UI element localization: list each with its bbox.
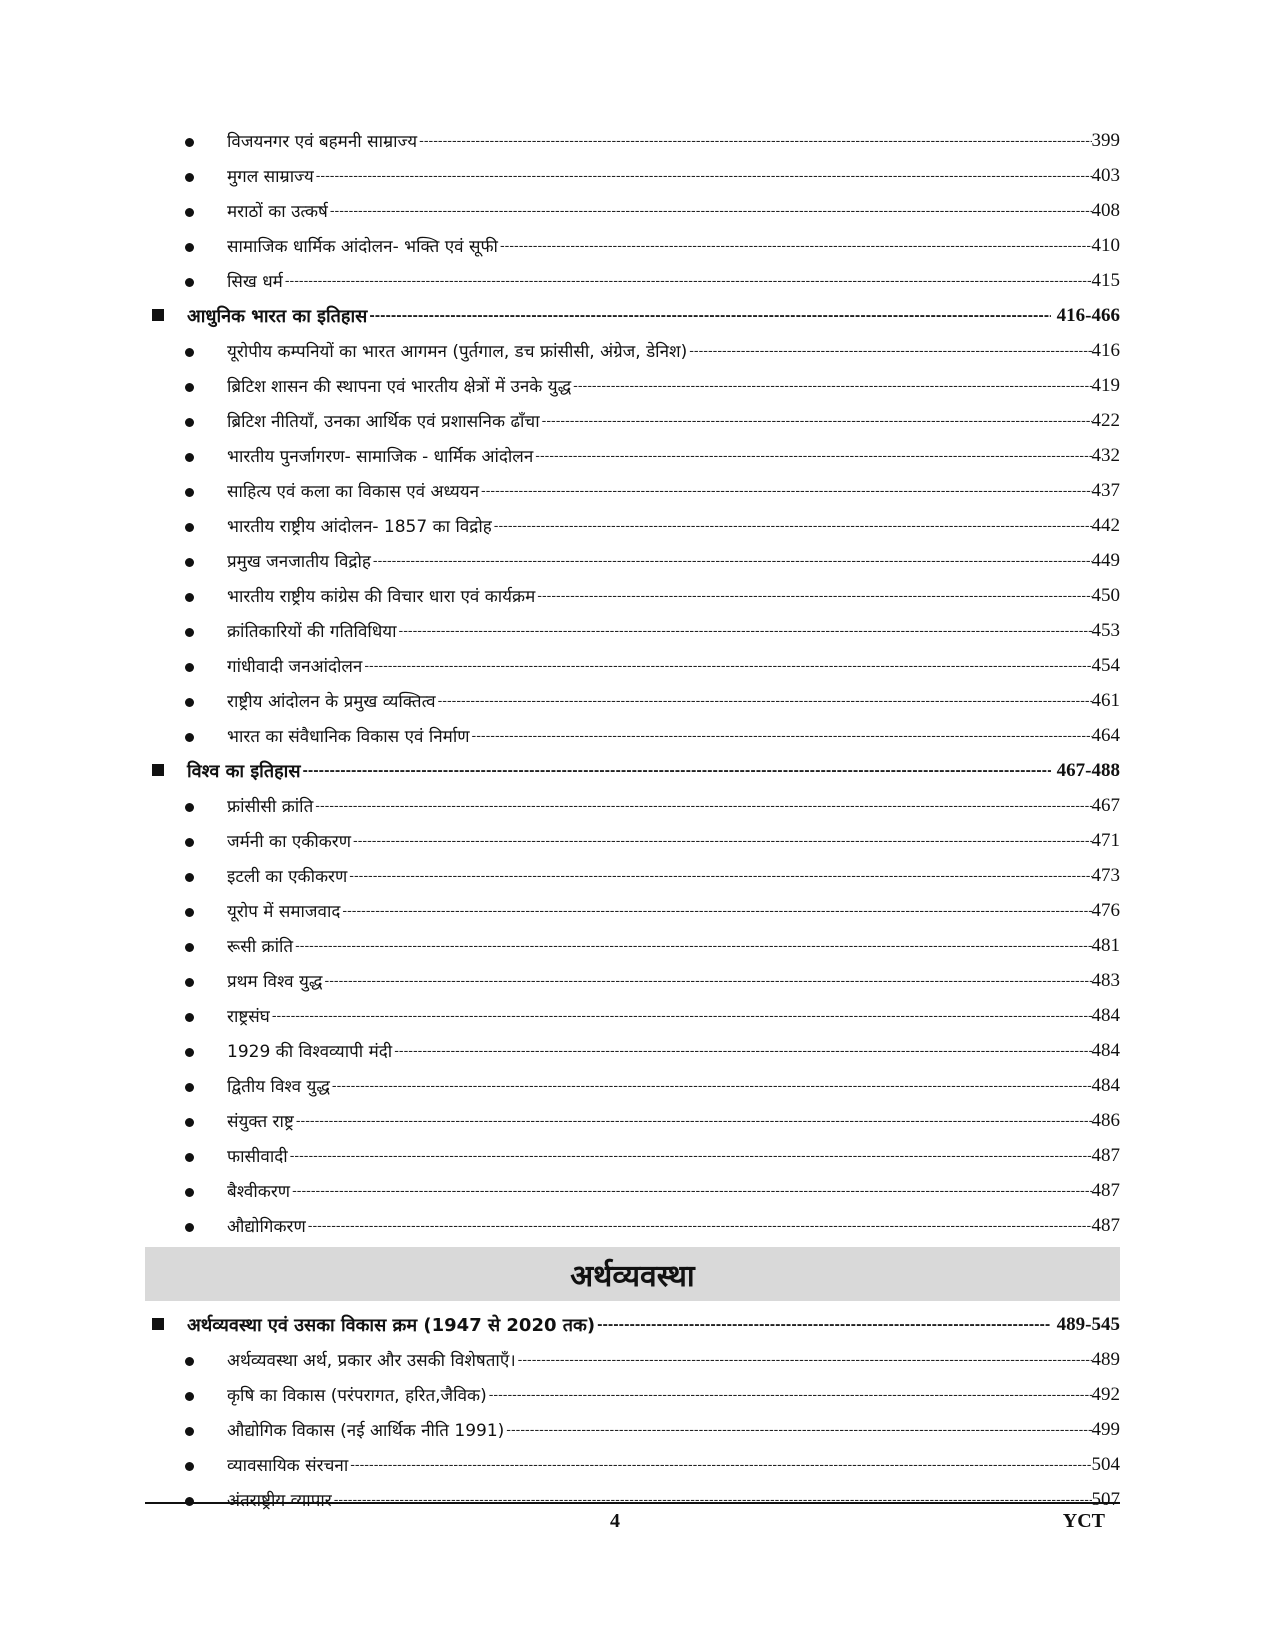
toc-entry-page: 489-545: [1056, 1313, 1120, 1335]
dot-leader: [489, 1388, 1092, 1403]
toc-item-row[interactable]: [145, 193, 1120, 228]
toc-entry-page: 483: [1091, 969, 1120, 991]
bullet-icon: [185, 943, 194, 952]
bullet-icon: [185, 383, 194, 392]
dot-leader: [330, 204, 1092, 219]
toc-entry-title: सामाजिक धार्मिक आंदोलन- भक्ति एवं सूफी: [227, 237, 498, 257]
toc-entry: [187, 298, 1120, 333]
square-bullet-icon: [152, 764, 164, 776]
toc-entry-page: 484: [1091, 1039, 1120, 1061]
square-bullet-icon: [152, 309, 164, 321]
toc-entry-title: औद्योगिकरण: [227, 1217, 306, 1237]
toc-item-row[interactable]: [145, 158, 1120, 193]
toc-entry: [227, 1033, 1120, 1068]
toc-item-row[interactable]: [145, 1033, 1120, 1068]
toc-entry-title: प्रथम विश्व युद्ध: [227, 972, 323, 992]
toc-entry-title: मुगल साम्राज्य: [227, 167, 314, 187]
dot-leader: [500, 239, 1092, 254]
dot-leader: [394, 1044, 1091, 1059]
toc-entry-title: गांधीवादी जनआंदोलन: [227, 657, 363, 677]
toc-item-row[interactable]: [145, 1482, 1120, 1517]
dot-leader: [350, 1458, 1091, 1473]
bullet-icon: [185, 628, 194, 637]
toc-entry-page: 476: [1091, 899, 1120, 921]
toc-entry: [227, 1173, 1120, 1208]
bullet-icon: [185, 1083, 194, 1092]
dot-leader: [296, 1114, 1092, 1129]
toc-item-row[interactable]: [145, 333, 1120, 368]
toc-entry-title: भारतीय पुनर्जागरण- सामाजिक - धार्मिक आंदोलन: [227, 447, 534, 467]
toc-section-row[interactable]: [145, 753, 1120, 788]
dot-leader: [285, 274, 1092, 289]
toc-entry-page: 481: [1091, 934, 1120, 956]
toc-entry-page: 453: [1091, 619, 1120, 641]
toc-entry-page: 467-488: [1056, 759, 1120, 781]
toc-entry-title: आधुनिक भारत का इतिहास: [187, 305, 368, 327]
toc-entry: [227, 508, 1120, 543]
toc-item-row[interactable]: [145, 928, 1120, 963]
bullet-icon: [185, 593, 194, 602]
bullet-icon: [185, 418, 194, 427]
page-number: 4: [610, 1510, 620, 1532]
dot-leader: [342, 904, 1091, 919]
dot-leader: [542, 414, 1092, 429]
toc-entry-page: 461: [1091, 689, 1120, 711]
toc-entry: [227, 1342, 1120, 1377]
dot-leader: [537, 589, 1091, 604]
toc-entry-page: 484: [1091, 1004, 1120, 1026]
toc-entry: [187, 753, 1120, 788]
toc-item-row[interactable]: [145, 1342, 1120, 1377]
toc-entry-title: विजयनगर एवं बहमनी साम्राज्य: [227, 132, 418, 152]
toc-entry-page: 492: [1091, 1383, 1120, 1405]
toc-item-row[interactable]: [145, 718, 1120, 753]
toc-entry: [227, 1447, 1120, 1482]
dot-leader: [303, 764, 1051, 779]
toc-entry: [227, 893, 1120, 928]
toc-entry: [227, 123, 1120, 158]
toc-entry-title: संयुक्त राष्ट्र: [227, 1112, 294, 1132]
toc-item-row[interactable]: [145, 368, 1120, 403]
toc-item-row[interactable]: [145, 1208, 1120, 1243]
dot-leader: [373, 554, 1092, 569]
toc-item-row[interactable]: [145, 1103, 1120, 1138]
bullet-icon: [185, 278, 194, 287]
toc-section-row[interactable]: [145, 298, 1120, 333]
toc-entry-title: राष्ट्रीय आंदोलन के प्रमुख व्यक्तित्व: [227, 692, 436, 712]
toc-entry-page: 487: [1091, 1179, 1120, 1201]
toc-item-row[interactable]: [145, 403, 1120, 438]
toc-item-row[interactable]: [145, 578, 1120, 613]
toc-entry-title: यूरोपीय कम्पनियों का भारत आगमन (पुर्तगाल, डच फ्रांसीसी, अंग्रेज, डेनिश): [227, 342, 688, 362]
toc-item-row[interactable]: [145, 788, 1120, 823]
bullet-icon: [185, 523, 194, 532]
toc-entry-title: मराठों का उत्कर्ष: [227, 202, 328, 222]
dot-leader: [272, 1009, 1092, 1024]
toc-entry: [227, 718, 1120, 753]
toc-entry-title: द्वितीय विश्व युद्ध: [227, 1077, 330, 1097]
toc-entry-page: 471: [1091, 829, 1120, 851]
toc-item-row[interactable]: [145, 613, 1120, 648]
dot-leader: [597, 1318, 1051, 1333]
bullet-icon: [185, 663, 194, 672]
toc-entry-page: 487: [1091, 1144, 1120, 1166]
toc-entry-title: भारतीय राष्ट्रीय कांग्रेस की विचार धारा एवं कार्यक्रम: [227, 587, 536, 607]
dot-leader: [438, 694, 1092, 709]
bullet-icon: [185, 1013, 194, 1022]
toc-entry-page: 487: [1091, 1214, 1120, 1236]
toc-entry-title: क्रांतिकारियों की गतिविधिया: [227, 622, 397, 642]
toc-entry: [227, 1103, 1120, 1138]
toc-entry-title: जर्मनी का एकीकरण: [227, 832, 352, 852]
bullet-icon: [185, 873, 194, 882]
toc-entry-page: 484: [1091, 1074, 1120, 1096]
toc-entry: [227, 648, 1120, 683]
toc-entry-title: विश्व का इतिहास: [187, 760, 301, 782]
toc-entry-page: 419: [1091, 374, 1120, 396]
dot-leader: [506, 1423, 1091, 1438]
toc-entry: [227, 333, 1120, 368]
toc-entry: [227, 963, 1120, 998]
toc-entry-page: 464: [1091, 724, 1120, 746]
toc-item-row[interactable]: [145, 473, 1120, 508]
bullet-icon: [185, 1188, 194, 1197]
dot-leader: [316, 169, 1092, 184]
toc-entry-title: अर्थव्यवस्था एवं उसका विकास क्रम (1947 से 2020 तक): [187, 1314, 596, 1336]
toc-entry: [227, 193, 1120, 228]
toc-entry: [227, 788, 1120, 823]
toc-entry-page: 415: [1091, 269, 1120, 291]
toc-item-row[interactable]: [145, 858, 1120, 893]
bullet-icon: [185, 453, 194, 462]
toc-item-row[interactable]: [145, 263, 1120, 298]
dot-leader: [419, 134, 1091, 149]
toc-entry-title: अंतराष्ट्रीय व्यापार: [227, 1491, 332, 1511]
toc-entry: [227, 1482, 1120, 1517]
bullet-icon: [185, 733, 194, 742]
toc-entry-title: व्यावसायिक संरचना: [227, 1456, 349, 1476]
toc-entry-page: 437: [1091, 479, 1120, 501]
toc-part-history: [145, 123, 1120, 1243]
toc-entry-title: साहित्य एवं कला का विकास एवं अध्ययन: [227, 482, 480, 502]
dot-leader: [689, 344, 1091, 359]
toc-entry-page: 504: [1091, 1453, 1120, 1475]
dot-leader: [295, 939, 1091, 954]
dot-leader: [292, 1184, 1091, 1199]
bullet-icon: [185, 838, 194, 847]
toc-part-economy: [145, 1307, 1120, 1517]
dot-leader: [349, 869, 1091, 884]
dot-leader: [399, 624, 1092, 639]
dot-leader: [481, 484, 1091, 499]
bullet-icon: [185, 558, 194, 567]
bullet-icon: [185, 908, 194, 917]
dot-leader: [364, 659, 1091, 674]
toc-item-row[interactable]: [145, 1138, 1120, 1173]
dot-leader: [325, 974, 1092, 989]
toc-entry-title: रूसी क्रांति: [227, 937, 294, 957]
dot-leader: [494, 519, 1092, 534]
toc-entry-page: 422: [1091, 409, 1120, 431]
bullet-icon: [185, 1392, 194, 1401]
bullet-icon: [185, 488, 194, 497]
bullet-icon: [185, 138, 194, 147]
dot-leader: [308, 1219, 1092, 1234]
toc-entry-title: सिख धर्म: [227, 272, 283, 292]
toc-item-row[interactable]: [145, 123, 1120, 158]
toc-entry: [227, 578, 1120, 613]
dot-leader: [290, 1149, 1092, 1164]
toc-entry-title: यूरोप में समाजवाद: [227, 902, 341, 922]
toc-entry-title: राष्ट्रसंघ: [227, 1007, 270, 1027]
toc-section-row[interactable]: [145, 1307, 1120, 1342]
toc-entry-page: 408: [1091, 199, 1120, 221]
bullet-icon: [185, 978, 194, 987]
dot-leader: [535, 449, 1091, 464]
bullet-icon: [185, 803, 194, 812]
toc-entry: [227, 928, 1120, 963]
toc-entry-page: 449: [1091, 549, 1120, 571]
toc-entry-page: 473: [1091, 864, 1120, 886]
toc-entry-page: 410: [1091, 234, 1120, 256]
bullet-icon: [185, 1427, 194, 1436]
toc-entry-page: 442: [1091, 514, 1120, 536]
toc-entry-title: प्रमुख जनजातीय विद्रोह: [227, 552, 371, 572]
bullet-icon: [185, 208, 194, 217]
bullet-icon: [185, 1223, 194, 1232]
bullet-icon: [185, 1118, 194, 1127]
toc-entry: [227, 228, 1120, 263]
toc-entry: [227, 1068, 1120, 1103]
toc-item-row[interactable]: [145, 508, 1120, 543]
bullet-icon: [185, 1153, 194, 1162]
toc-item-row[interactable]: [145, 543, 1120, 578]
toc-entry: [227, 858, 1120, 893]
toc-entry: [227, 368, 1120, 403]
toc-entry-title: कृषि का विकास (परंपरागत, हरित,जैविक): [227, 1386, 487, 1406]
toc-entry-page: 416-466: [1056, 304, 1120, 326]
toc-entry-page: 489: [1091, 1348, 1120, 1370]
toc-entry: [227, 263, 1120, 298]
toc-entry: [227, 823, 1120, 858]
section-banner: [145, 1247, 1120, 1301]
dot-leader: [573, 379, 1091, 394]
dot-leader: [353, 834, 1091, 849]
toc-entry: [227, 438, 1120, 473]
toc-entry: [227, 1208, 1120, 1243]
publisher-brand: YCT: [1062, 1510, 1105, 1532]
toc-item-row[interactable]: [145, 438, 1120, 473]
toc-entry: [227, 613, 1120, 648]
toc-entry-title: फासीवादी: [227, 1147, 288, 1167]
bullet-icon: [185, 1048, 194, 1057]
toc-entry-title: इटली का एकीकरण: [227, 867, 348, 887]
toc-entry: [227, 403, 1120, 438]
toc-item-row[interactable]: [145, 963, 1120, 998]
toc-entry: [227, 998, 1120, 1033]
toc-entry-title: औद्योगिक विकास (नई आर्थिक नीति 1991): [227, 1421, 505, 1441]
toc-item-row[interactable]: [145, 648, 1120, 683]
toc-item-row[interactable]: [145, 1447, 1120, 1482]
toc-entry: [227, 1412, 1120, 1447]
toc-entry-title: अर्थव्यवस्था अर्थ, प्रकार और उसकी विशेषताएँ।: [227, 1351, 516, 1371]
dot-leader: [334, 1493, 1092, 1508]
toc-entry-title: 1929 की विश्वव्यापी मंदी: [227, 1042, 393, 1062]
toc-entry: [227, 1377, 1120, 1412]
bullet-icon: [185, 698, 194, 707]
bullet-icon: [185, 1497, 194, 1506]
toc-entry-title: ब्रिटिश नीतियाँ, उनका आर्थिक एवं प्रशासनिक ढाँचा: [227, 412, 540, 432]
toc-entry-page: 416: [1091, 339, 1120, 361]
toc-item-row[interactable]: [145, 893, 1120, 928]
toc-item-row[interactable]: [145, 1068, 1120, 1103]
bullet-icon: [185, 243, 194, 252]
toc-entry: [227, 1138, 1120, 1173]
toc-item-row[interactable]: [145, 228, 1120, 263]
toc-entry-title: भारतीय राष्ट्रीय आंदोलन- 1857 का विद्रोह: [227, 517, 492, 537]
banner-title: अर्थव्यवस्था: [570, 1258, 695, 1294]
toc-entry-page: 507: [1091, 1488, 1120, 1510]
toc-item-row[interactable]: [145, 823, 1120, 858]
dot-leader: [518, 1353, 1092, 1368]
toc-item-row[interactable]: [145, 1173, 1120, 1208]
table-of-contents: [145, 123, 1120, 1517]
dot-leader: [369, 309, 1050, 324]
toc-entry-page: 454: [1091, 654, 1120, 676]
dot-leader: [315, 799, 1091, 814]
toc-entry-title: भारत का संवैधानिक विकास एवं निर्माण: [227, 727, 470, 747]
toc-item-row[interactable]: [145, 998, 1120, 1033]
toc-item-row[interactable]: [145, 1377, 1120, 1412]
toc-entry: [227, 683, 1120, 718]
bullet-icon: [185, 348, 194, 357]
square-bullet-icon: [152, 1318, 164, 1330]
toc-entry: [227, 473, 1120, 508]
toc-entry-title: ब्रिटिश शासन की स्थापना एवं भारतीय क्षेत्रों में उनके युद्ध: [227, 377, 572, 397]
toc-entry: [227, 543, 1120, 578]
toc-item-row[interactable]: [145, 683, 1120, 718]
toc-entry-page: 467: [1091, 794, 1120, 816]
toc-entry-page: 432: [1091, 444, 1120, 466]
toc-entry-page: 486: [1091, 1109, 1120, 1131]
dot-leader: [472, 729, 1092, 744]
bullet-icon: [185, 1357, 194, 1366]
toc-entry-title: फ्रांसीसी क्रांति: [227, 797, 314, 817]
toc-entry-page: 403: [1091, 164, 1120, 186]
toc-entry-page: 499: [1091, 1418, 1120, 1440]
footer-rule: [145, 1502, 1120, 1504]
toc-entry: [227, 158, 1120, 193]
toc-entry-title: बैश्वीकरण: [227, 1182, 291, 1202]
toc-entry-page: 450: [1091, 584, 1120, 606]
toc-entry: [187, 1307, 1120, 1342]
toc-entry-page: 399: [1091, 129, 1120, 151]
bullet-icon: [185, 173, 194, 182]
dot-leader: [332, 1079, 1092, 1094]
toc-item-row[interactable]: [145, 1412, 1120, 1447]
bullet-icon: [185, 1462, 194, 1471]
